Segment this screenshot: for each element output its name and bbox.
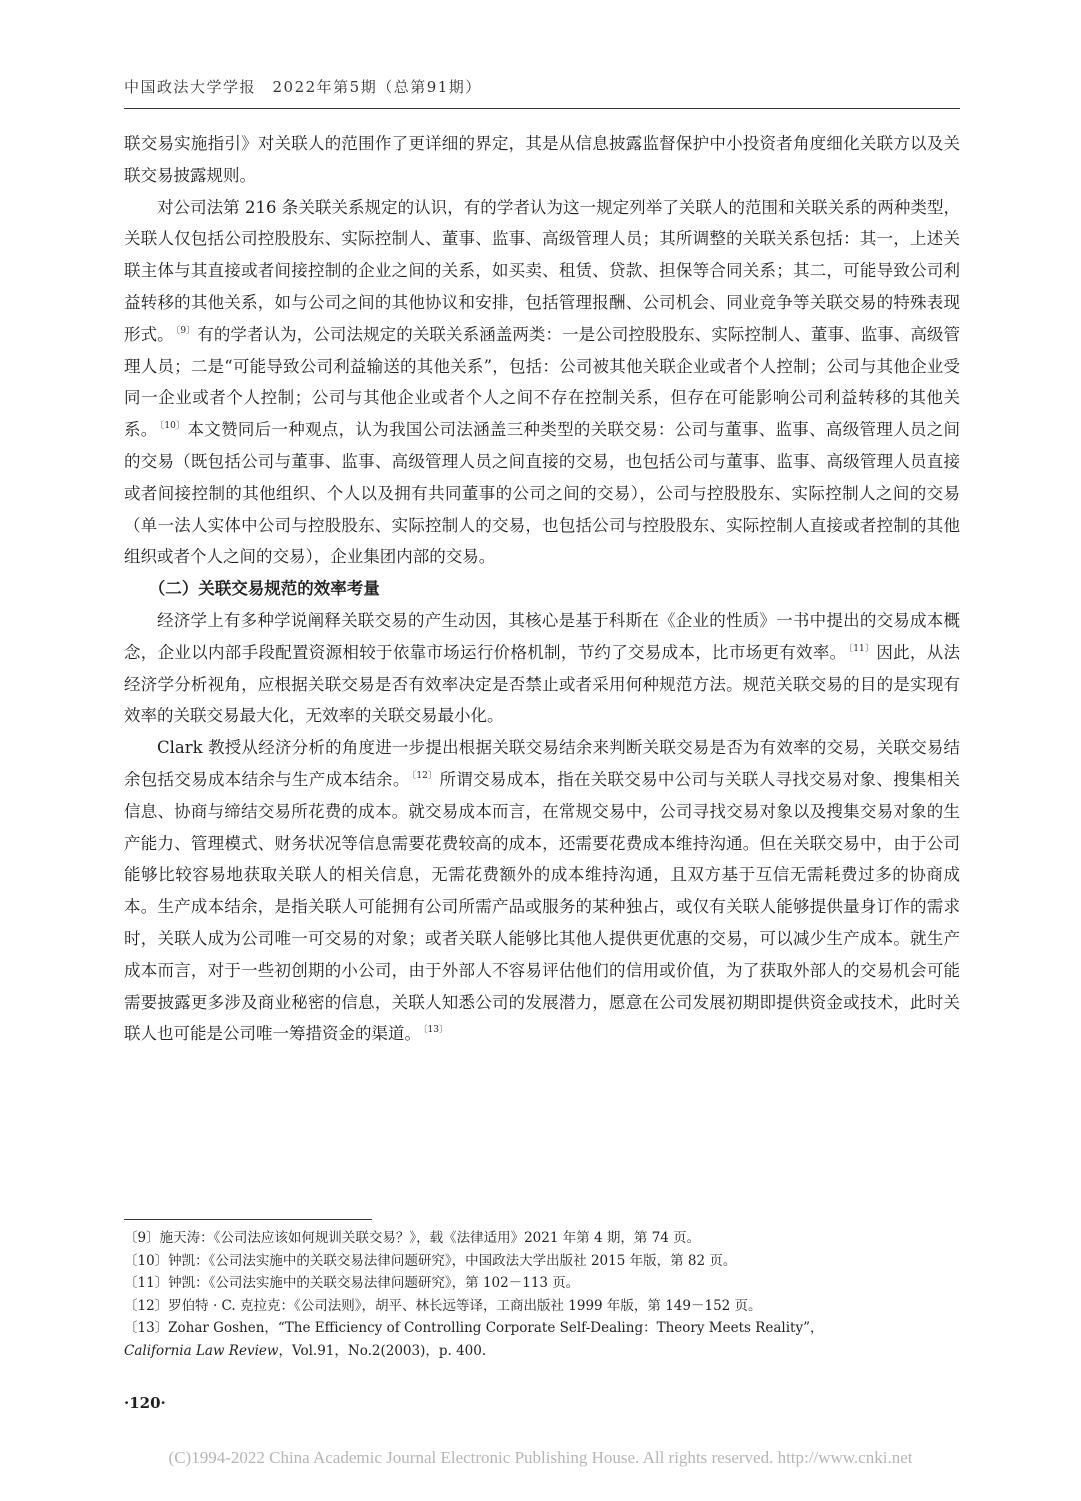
page-number: ·120· — [124, 1394, 166, 1412]
article-body — [124, 128, 960, 1050]
paragraph-text: 经济学上有多种学说阐释关联交易的产生动因，其核心是基于科斯在《企业的性质》一书中提出的交易成本概念，企业以内部手段配置资源相较于依靠市场运行价格机制，节约了交易成本，比市场更有效率。 — [124, 610, 960, 662]
footnote-ref[interactable]: 〔11〕 — [848, 643, 875, 654]
footnote-ref[interactable]: 〔10〕 — [159, 421, 186, 432]
footnote-9: 〔9〕施天涛：《公司法应该如何规训关联交易？》，载《法律适用》2021 年第 4 期，第 74 页。 — [124, 1230, 701, 1246]
header-rule — [124, 108, 960, 109]
footnotes — [124, 1227, 960, 1362]
footnote-ref[interactable]: 〔12〕 — [411, 770, 438, 781]
paragraph — [124, 128, 960, 192]
copyright-watermark: (C)1994-2022 China Academic Journal Electronic Publishing House. All rights reserved. http://www.cnki.net — [168, 1448, 913, 1467]
journal-title: California Law Review — [124, 1342, 279, 1359]
footnote-12: 〔12〕罗伯特 · C. 克拉克：《公司法则》，胡平、林长远等译，工商出版社 1999 年版，第 149－152 页。 — [124, 1297, 762, 1314]
paragraph-text: 对公司法第 216 条关联关系规定的认识，有的学者认为这一规定列举了关联人的范围和关联关系的两种类型，关联人仅包括公司控股股东、实际控制人、董事、监事、高级管理人员；其所调整的关联关系包括：其一，上述关联主体与其直接或者间接控制的企业之间的关系，如买卖、租赁、贷款、担保等合同关系；其二，可能导致公司利益转移的其他关系，如与公司之间的其他协议和安排，包括管理报酬、公司机会、同业竞争等关联交易的特殊表现形式。 — [124, 197, 960, 344]
footnote-rule — [124, 1219, 372, 1220]
paragraph-text: 本文赞同后一种观点，认为我国公司法涵盖三种类型的关联交易：公司与董事、监事、高级管理人员之间的交易（既包括公司与董事、监事、高级管理人员之间直接的交易，也包括公司与董事、监事、高级管理人员直接或者间接控制的其他组织、个人以及拥有共同董事的公司之间的交易），公司与控股股东、实际控制人之间的交易（单一法人实体中公司与控股股东、实际控制人的交易，也包括公司与控股股东、实际控制人直接或者控制的其他组织或者个人之间的交易），企业集团内部的交易。 — [124, 420, 961, 567]
paragraph — [124, 605, 960, 732]
running-head: 中国政法大学学报 2022年第5期（总第91期） — [124, 78, 482, 96]
paragraph-text: 所谓交易成本，指在关联交易中公司与关联人寻找交易对象、搜集相关信息、协商与缔结交易所花费的成本。就交易成本而言，在常规交易中，公司寻找交易对象以及搜集交易对象的生产能力、管理模式、财务状况等信息需要花费较高的成本，还需要花费成本维持沟通。但在关联交易中，由于公司能够比较容易地获取关联人的相关信息，无需花费额外的成本维持沟通，且双方基于互信无需耗费过多的协商成本。生产成本结余，是指关联人可能拥有公司所需产品或服务的某种独占，或仅有关联人能够提供量身订作的需求时，关联人成为公司唯一可交易的对象；或者关联人能够比其他人提供更优惠的交易，可以减少生产成本。就生产成本而言，对于一些初创期的小公司，由于外部人不容易评估他们的信用或价值，为了获取外部人的交易机会可能需要披露更多涉及商业秘密的信息，关联人知悉公司的发展潜力，愿意在公司发展初期即提供资金或技术，此时关联人也可能是公司唯一筹措资金的渠道。 — [124, 769, 961, 1044]
paragraph-text: Clark 教授从经济分析的角度进一步提出根据关联交易结余来判断关联交易是否为有效率的交易，关联交易结余包括交易成本结余与生产成本结余。 — [124, 738, 960, 789]
paragraph-text: 因此，从法经济学分析视角，应根据关联交易是否有效率决定是否禁止或者采用何种规范方法。规范关联交易的目的是实现有效率的关联交易最大化，无效率的关联交易最小化。 — [124, 642, 961, 726]
paragraph — [124, 192, 960, 574]
footnote-13-citation: ，Vol.91，No.2(2003)，p. 400. — [278, 1342, 487, 1359]
footnote-13 — [124, 1317, 960, 1362]
section-heading: （二）关联交易规范的效率考量 — [148, 579, 380, 599]
paragraph-text: 有的学者认为，公司法规定的关联关系涵盖两类：一是公司控股股东、实际控制人、董事、监事、高级管理人员；二是“可能导致公司利益输送的其他关系”，包括：公司被其他关联企业或者个人控制；公司与其他企业受同一企业或者个人控制；公司与其他企业或者个人之间不存在控制关系，但存在可能影响公司利益转移的其他关系。 — [124, 324, 961, 440]
paragraph-text: 联交易实施指引》对关联人的范围作了更详细的界定，其是从信息披露监督保护中小投资者角度细化关联方以及关联交易披露规则。 — [124, 134, 960, 185]
footnote-10: 〔10〕钟凯：《公司法实施中的关联交易法律问题研究》，中国政法大学出版社 2015 年版，第 82 页。 — [124, 1252, 737, 1269]
footnote-11: 〔11〕钟凯：《公司法实施中的关联交易法律问题研究》，第 102－113 页。 — [124, 1275, 580, 1291]
footnote-ref[interactable]: 〔9〕 — [175, 325, 196, 336]
footnote-13-text: 〔13〕Zohar Goshen，“The Efficiency of Controlling Corporate Self-Dealing：Theory Meets Reality”， — [124, 1320, 824, 1336]
footnote-ref[interactable]: 〔13〕 — [423, 1025, 448, 1036]
paragraph — [124, 732, 960, 1050]
